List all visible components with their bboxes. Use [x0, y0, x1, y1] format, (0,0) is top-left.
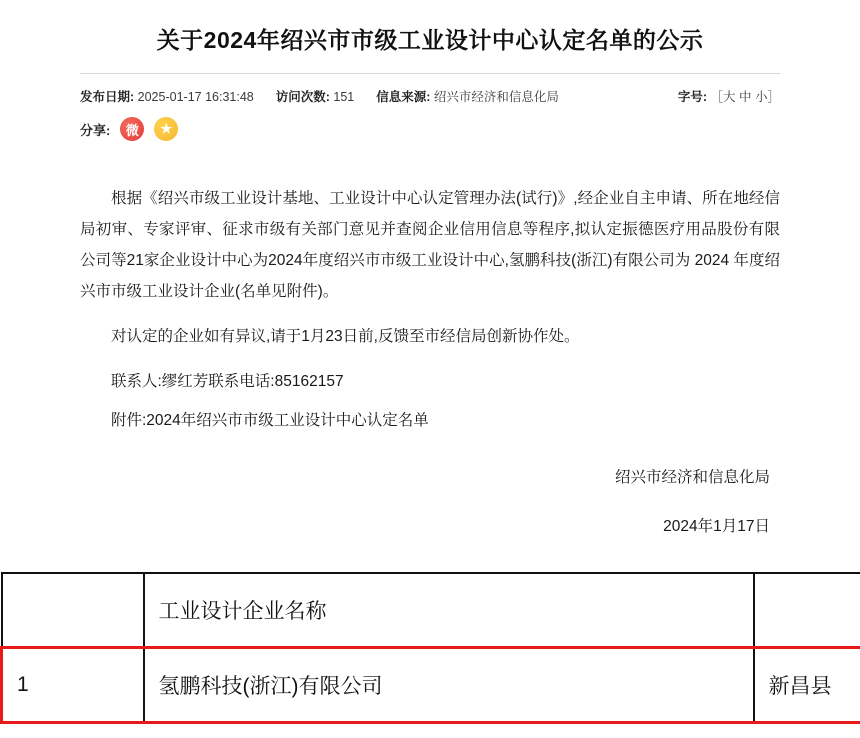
- visit-count: [276, 87, 355, 105]
- font-size-label: 字号:: [677, 90, 708, 104]
- share-label: 分享:: [80, 122, 111, 138]
- document-meta-row: [80, 74, 780, 105]
- table-cell-name: 氢鹏科技(浙江)有限公司: [144, 648, 754, 723]
- font-size-options[interactable]: ［大 中 小］: [710, 90, 780, 104]
- signature-date: 2024年1月17日: [663, 518, 770, 535]
- paragraph-main: 根据《绍兴市级工业设计基地、工业设计中心认定管理办法(试行)》,经企业自主申请、所在地经信局初审、专家评审、征求市级有关部门意见并查阅企业信用信息等程序,拟认定振德医疗用品股份有限公司等21家企业设计中心为2024年度绍兴市市级工业设计中心,氢鹏科技(浙江)有限公司为 2024 年度绍兴市市级工业设计企业(名单见附件)。: [80, 190, 780, 300]
- attachment-table: [0, 572, 860, 724]
- font-size-control[interactable]: [678, 87, 780, 105]
- visit-count-label: 访问次数:: [275, 90, 330, 104]
- table-header-index: [2, 573, 144, 648]
- table-cell-index: 1: [2, 648, 144, 723]
- table-header-area: [754, 573, 860, 648]
- paragraph-attachment: 附件:2024年绍兴市市级工业设计中心认定名单: [111, 412, 429, 429]
- paragraph-contact: 联系人:缪红芳联系电话:85162157: [111, 373, 344, 390]
- share-row: [80, 105, 780, 141]
- info-source-label: 信息来源:: [376, 90, 431, 104]
- publish-date-label: 发布日期:: [80, 90, 135, 104]
- publish-date: [80, 87, 254, 105]
- visit-count-value: 151: [333, 90, 355, 104]
- table-row: [2, 648, 860, 723]
- table-header-name: 工业设计企业名称: [144, 573, 754, 648]
- qzone-share-icon[interactable]: ★: [154, 117, 178, 141]
- info-source-value: 绍兴市经济和信息化局: [433, 90, 559, 104]
- paragraph-objection: 对认定的企业如有异议,请于1月23日前,反馈至市经信局创新协作处。: [111, 328, 580, 345]
- weibo-share-icon[interactable]: 微: [120, 117, 144, 141]
- document-body: [80, 141, 780, 542]
- info-source: [376, 87, 559, 105]
- publish-date-value: 2025-01-17 16:31:48: [137, 90, 254, 104]
- signature-org: 绍兴市经济和信息化局: [614, 469, 770, 486]
- table-header-row: [2, 573, 860, 648]
- page-title: 关于2024年绍兴市市级工业设计中心认定名单的公示: [156, 27, 704, 53]
- table-cell-area: 新昌县: [754, 648, 860, 723]
